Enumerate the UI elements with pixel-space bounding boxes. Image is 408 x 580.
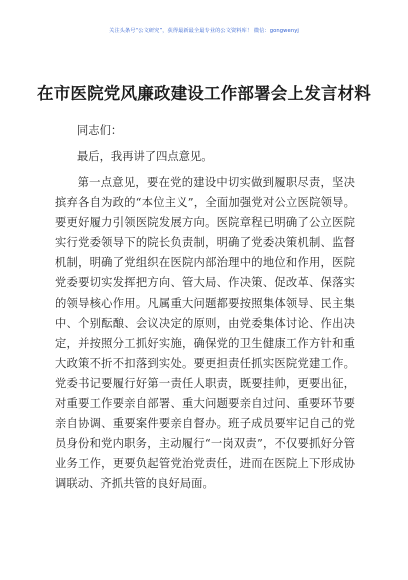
intro-line: 最后，我再讲了四点意见。 [77,150,213,163]
salutation: 同志们： [77,124,123,137]
document-title: 在市医院党风廉政建设工作部署会上发言材料 [37,84,371,103]
header-note: 关注头条号“公文研究”，获得最新最全最专业的公文资料库！ 微信：gongwenyj [109,28,299,34]
paragraph-1: 第一点意见，要在党的建设中切实做到履职尽责，坚决摈弃各自为政的“本位主义”，全面加强党对公立医院领导。要更好履力引领医院发展方向。医院章程已明确了公立医院实行党委领导下的院长负责制，明确了党委决策机制、监督机制，明确了党组织在医院内部治理中的地位和作用，医院党委要切实发挥把方向、管大局、作决策、促改革、保落实的领导核心作用。凡属重大问题都要按照集体领导、民主集中、个别酝酿、会议决定的原则，由党委集体讨论、作出决定，并按照分工抓好实施，确保党的卫生健康工作方针和重大政策不折不扣落到实处。要更担责任抓实医院党建工作。党委书记要履行好第一责任人职责，既要挂帅，更要出征，对重要工作要亲自部署、重大问题要亲自过问、重要环节要亲自协调、重要案件要亲自督办。班子成员要牢记自己的党员身份和党内职务，主动履行“一岗双责”，不仅要抓好分管业务工作，更要负起管党治党责任，进而在医院上下形成协调联动、齐抓共管的良好局面。 [55,176,355,491]
